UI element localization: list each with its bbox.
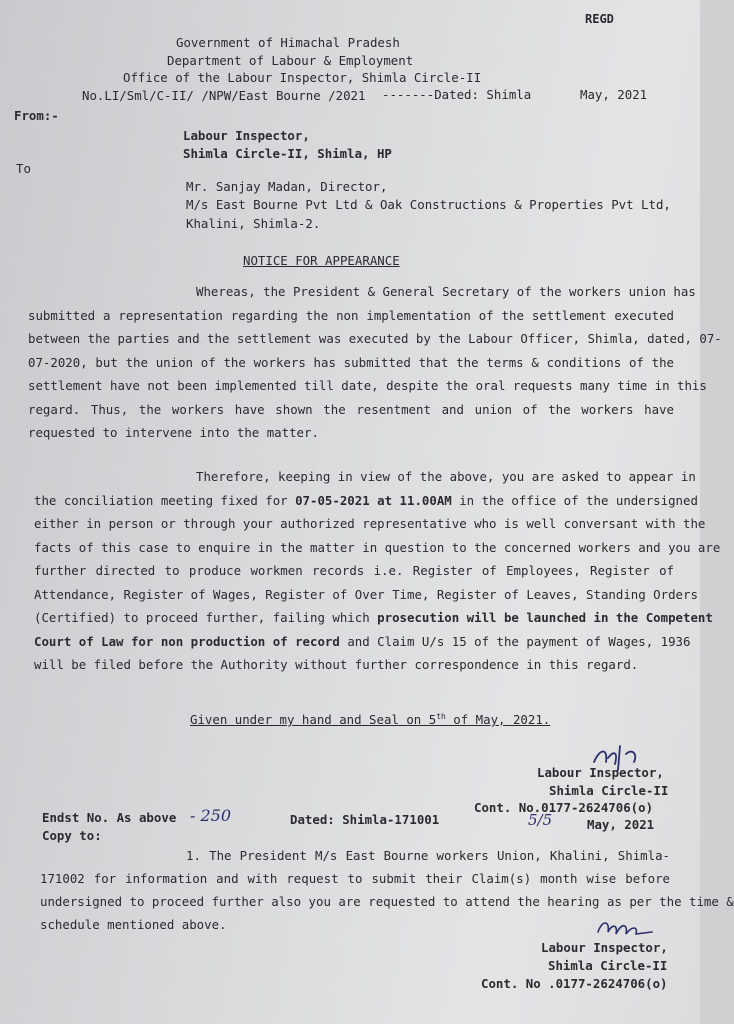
regd-label: REGD — [585, 12, 614, 26]
dept-line: Department of Labour & Employment — [167, 53, 414, 68]
endst-handwritten-date: 5/5 — [528, 811, 553, 829]
endst-handwritten-number: - 250 — [190, 806, 232, 825]
from-line-2: Shimla Circle-II, Shimla, HP — [183, 146, 392, 161]
para1-line: regard. Thus, the workers have shown the resentment and union of the workers have — [28, 401, 674, 417]
copy-line: undersigned to proceed further also you are requested to attend the hearing as per the time & — [40, 894, 734, 909]
notice-title: NOTICE FOR APPEARANCE — [243, 253, 400, 268]
copy-line: 171002 for information and with request to submit their Claim(s) month wise before — [40, 871, 670, 886]
from-line-1: Labour Inspector, — [183, 128, 310, 143]
copy-paragraph — [40, 844, 734, 936]
copy-to-label: Copy to: — [42, 828, 102, 843]
para2-line — [34, 630, 691, 654]
para2-text: the conciliation meeting fixed for — [34, 492, 296, 508]
para2-line: Attendance, Register of Wages, Register of Over Time, Register of Leaves, Standing Orders — [34, 586, 698, 602]
para2-line: will be filed before the Authority without further correspondence in this regard. — [34, 657, 639, 672]
para1-line: 07-2020, but the union of the workers has submitted that the terms & conditions of the — [28, 354, 674, 370]
signature-2 — [592, 912, 664, 942]
para1-line: settlement have not been implemented till date, despite the oral requests many time in this — [28, 378, 707, 393]
para2-line — [34, 606, 713, 630]
to-line-2: M/s East Bourne Pvt Ltd & Oak Constructions & Properties Pvt Ltd, — [186, 197, 671, 212]
para2-text: and Claim U/s 15 of the payment of Wages, 1936 — [339, 633, 691, 649]
meeting-datetime: 07-05-2021 at 11.00AM — [295, 492, 452, 508]
to-line-3: Khalini, Shimla-2. — [186, 216, 321, 231]
para1-line: submitted a representation regarding the non implementation of the settlement executed — [28, 307, 674, 323]
para2-line: facts of this case to enquire in the matter in question to the concerned workers and you are — [34, 539, 721, 555]
from-label: From:- — [14, 108, 59, 123]
endst-dated: Dated: Shimla-171001 — [290, 812, 440, 827]
sign1-circle: Shimla Circle-II — [549, 783, 669, 798]
given-text: of May, 2021. — [445, 712, 551, 728]
endst-label: Endst No. As above — [42, 810, 177, 825]
given-under-hand — [190, 712, 550, 727]
para2-text: in the office of the undersigned — [451, 492, 698, 508]
sign2-contact: Cont. No .0177-2624706(o) — [481, 976, 668, 991]
para1-line: between the parties and the settlement was executed by the Labour Officer, Shimla, dated, 07- — [28, 331, 722, 346]
sign1-date: May, 2021 — [587, 817, 655, 832]
para2-line: either in person or through your authorized representative who is well conversant with the — [34, 516, 706, 531]
copy-line: 1. The President M/s East Bourne workers Union, Khalini, Shimla- — [186, 848, 670, 863]
reference-number: No.LI/Sml/C-II/ /NPW/East Bourne /2021 — [82, 88, 366, 103]
para1-line: requested to intervene into the matter. — [28, 425, 319, 440]
given-sup: th — [436, 712, 446, 721]
given-text: Given under my hand and Seal on 5 — [190, 712, 437, 728]
office-line: Office of the Labour Inspector, Shimla Circle-II — [123, 70, 482, 85]
prosecution-warning-cont: Court of Law for non production of record — [34, 633, 340, 649]
prosecution-warning: prosecution will be launched in the Competent — [377, 610, 713, 625]
para2-text: (Certified) to proceed further, failing which — [34, 610, 378, 625]
paragraph-2 — [34, 465, 721, 677]
para1-line: Whereas, the President & General Secretary of the workers union has — [196, 284, 696, 299]
sign2-designation: Labour Inspector, — [541, 940, 668, 955]
to-label: To — [16, 161, 31, 176]
govt-line: Government of Himachal Pradesh — [176, 35, 400, 50]
copy-line: schedule mentioned above. — [40, 917, 227, 932]
paragraph-1 — [28, 280, 722, 445]
para2-line: Therefore, keeping in view of the above, you are asked to appear in — [196, 469, 696, 484]
sign1-contact: Cont. No.0177-2624706(o) — [474, 800, 654, 815]
para2-line: further directed to produce workmen records i.e. Register of Employees, Register of — [34, 563, 674, 578]
para2-line — [34, 489, 698, 513]
sign1-designation: Labour Inspector, — [537, 765, 664, 780]
header-date: May, 2021 — [580, 87, 648, 102]
dated-label: -------Dated: Shimla — [382, 87, 532, 102]
to-line-1: Mr. Sanjay Madan, Director, — [186, 179, 388, 194]
sign2-circle: Shimla Circle-II — [548, 958, 668, 973]
